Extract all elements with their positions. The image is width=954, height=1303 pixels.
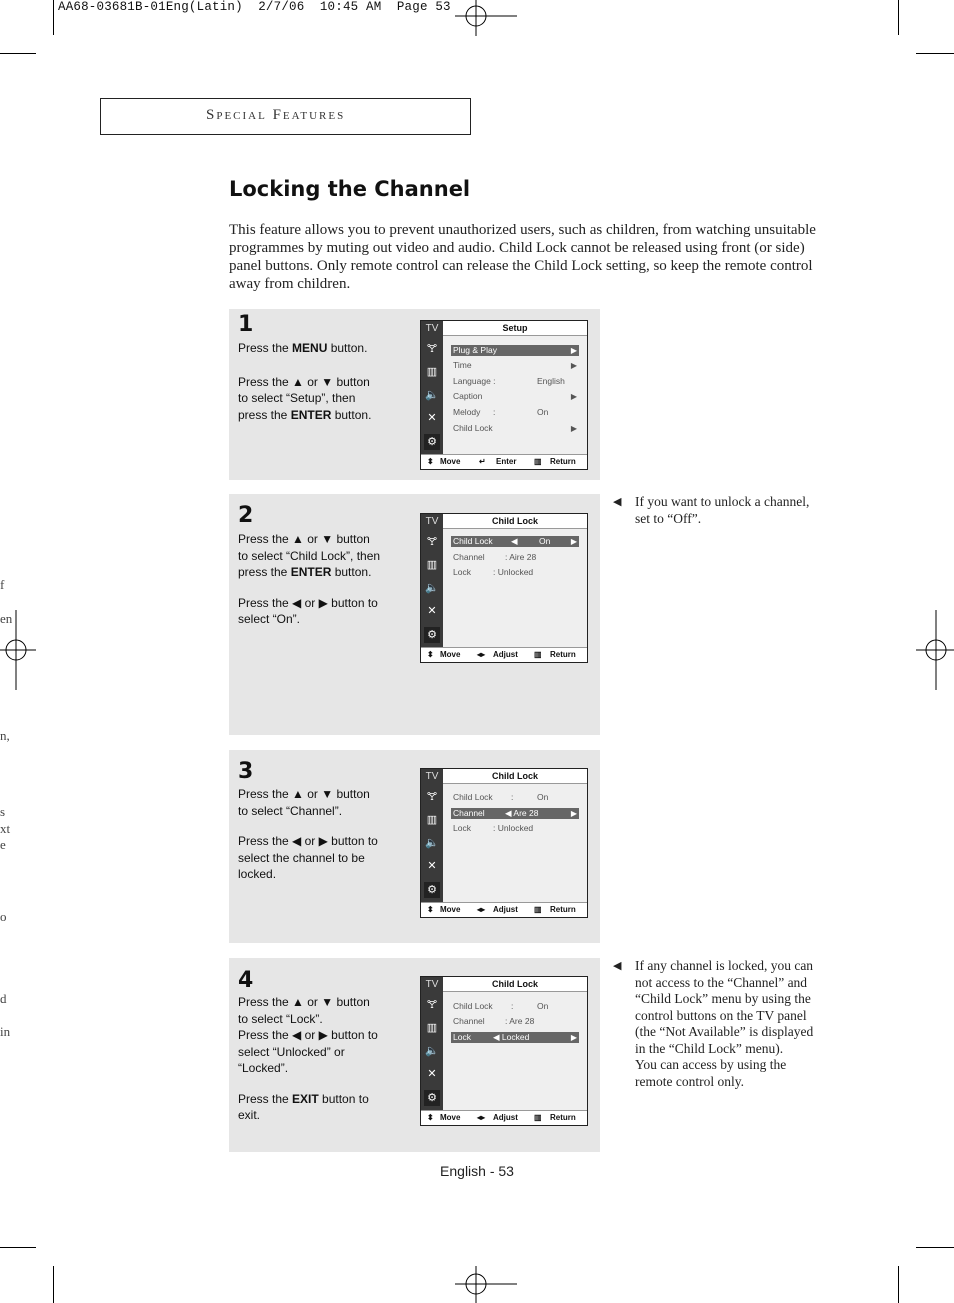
- osd-footer: ⬍ Move ◂▸ Adjust ▥ Return: [421, 647, 587, 662]
- adjust-icon: ◂▸: [477, 905, 486, 914]
- osd-row: Channel : Aire 28: [453, 552, 537, 562]
- setup-icon: ⚙: [424, 434, 440, 450]
- osd-row: Child Lock ◀ On ▶: [453, 536, 577, 546]
- enter-icon: ↵: [479, 457, 486, 466]
- osd-footer: ⬍ Move ◂▸ Adjust ▥ Return: [421, 1110, 587, 1125]
- osd-row: Plug & Play ▶: [453, 345, 577, 355]
- crop-mark: [0, 53, 36, 54]
- sound-grid-icon: ▥: [426, 1022, 438, 1034]
- sound-grid-icon: ▥: [426, 559, 438, 571]
- side-note: ◀ If you want to unlock a channel, set to “Off”.: [613, 494, 810, 526]
- right-arrow-icon: ▶: [570, 809, 577, 818]
- osd-row: Channel : Are 28: [453, 1016, 535, 1026]
- osd-row: Time ▶: [453, 360, 577, 370]
- osd-row: Child Lock : On: [453, 792, 549, 802]
- return-icon: ▥: [534, 457, 542, 466]
- osd-menu: [443, 784, 587, 903]
- osd-title: Setup: [443, 322, 587, 336]
- note-marker-icon: ◀: [613, 960, 622, 972]
- step-number: 2: [238, 503, 254, 528]
- move-icon: ⬍: [427, 457, 434, 466]
- tv-osd-screen: [420, 976, 588, 1126]
- note-marker-icon: ◀: [613, 496, 622, 508]
- crop-mark: [53, 0, 54, 35]
- print-header: AA68-03681B-01Eng(Latin) 2/7/06 10:45 AM Page 53: [58, 0, 451, 14]
- page-title: Locking the Channel: [229, 177, 471, 201]
- side-note: ◀ If any channel is locked, you can not access to the “Channel” and “Child Lock” menu by using the control buttons on the TV panel (the “Not Available” is displayed in the “Child Lock” menu). You can access by using the remote control only.: [613, 958, 814, 1089]
- bleed-fragment: en: [0, 611, 13, 626]
- osd-row: Channel ◀ Are 28 ▶: [453, 808, 577, 818]
- step-instructions: Press the ▲ or ▼ button to select “Child Lock”, then press the ENTER button. Press the ◀ or ▶ button to select “On”.: [238, 532, 381, 626]
- return-icon: ▥: [534, 905, 542, 914]
- move-icon: ⬍: [427, 1113, 434, 1122]
- crop-mark: [916, 53, 954, 54]
- tv-label: TV: [425, 323, 439, 334]
- picture-icon: 🝖: [426, 343, 438, 355]
- osd-row: Language : English: [453, 376, 565, 386]
- bleed-fragment: in: [0, 1024, 11, 1039]
- step-instructions: Press the MENU button. Press the ▲ or ▼ button to select “Setup”, then press the ENTER button.: [238, 341, 372, 422]
- osd-menu: [443, 336, 587, 455]
- bleed-fragment: d: [0, 991, 7, 1006]
- osd-sidebar: [421, 769, 443, 903]
- crop-mark: [898, 0, 899, 35]
- speaker-icon: 🔈: [425, 389, 439, 401]
- page-footer: English - 53: [440, 1163, 514, 1179]
- osd-row: Lock : Unlocked: [453, 567, 534, 577]
- osd-menu: [443, 529, 587, 648]
- bleed-fragment: s: [0, 804, 6, 819]
- move-icon: ⬍: [427, 905, 434, 914]
- bleed-fragment: f: [0, 577, 5, 592]
- setup-icon: ⚙: [424, 882, 440, 898]
- return-icon: ▥: [534, 650, 542, 659]
- step-instructions: Press the ▲ or ▼ button to select “Lock”. Press the ◀ or ▶ button to select “Unlocked” or “Locked”. Press the EXIT button to exit.: [238, 995, 378, 1122]
- crop-mark: [53, 1266, 54, 1303]
- step-number: 3: [238, 759, 254, 784]
- osd-menu: [443, 992, 587, 1111]
- crop-mark: [0, 1247, 36, 1248]
- bleed-fragment: o: [0, 909, 7, 924]
- picture-icon: 🝖: [426, 999, 438, 1011]
- step-panel-1: [229, 309, 600, 480]
- picture-icon: 🝖: [426, 536, 438, 548]
- setup-icon: ⚙: [424, 627, 440, 643]
- sound-grid-icon: ▥: [426, 814, 438, 826]
- osd-sidebar: [421, 321, 443, 455]
- registration-mark: [916, 610, 954, 690]
- right-arrow-icon: ▶: [570, 346, 577, 355]
- step-number: 1: [238, 312, 254, 337]
- osd-row: Caption ▶: [453, 391, 577, 401]
- move-icon: ⬍: [427, 650, 434, 659]
- osd-row: Child Lock : On: [453, 1001, 549, 1011]
- osd-title: Child Lock: [443, 978, 587, 992]
- bleed-fragment: xt: [0, 821, 11, 836]
- antenna-icon: ✕: [427, 1068, 437, 1080]
- right-arrow-icon: ▶: [570, 424, 577, 433]
- bleed-fragment: n,: [0, 728, 10, 743]
- speaker-icon: 🔈: [425, 837, 439, 849]
- adjust-icon: ◂▸: [477, 1113, 486, 1122]
- speaker-icon: 🔈: [425, 582, 439, 594]
- osd-footer: ⬍ Move ↵ Enter ▥ Return: [421, 454, 587, 469]
- registration-mark: [455, 1266, 517, 1303]
- crop-mark: [916, 1247, 954, 1248]
- osd-row: Lock ◀ Locked ▶: [453, 1032, 577, 1042]
- tv-osd-screen: [420, 768, 588, 918]
- step-number: 4: [238, 968, 254, 993]
- picture-icon: 🝖: [426, 791, 438, 803]
- tv-osd-screen: [420, 320, 588, 470]
- osd-row: Lock : Unlocked: [453, 823, 534, 833]
- adjust-icon: ◂▸: [477, 650, 486, 659]
- tv-label: TV: [425, 979, 439, 990]
- osd-title: Child Lock: [443, 770, 587, 784]
- right-arrow-icon: ▶: [570, 1033, 577, 1042]
- step-instructions: Press the ▲ or ▼ button to select “Channel”. Press the ◀ or ▶ button to select the channel to be locked.: [238, 787, 378, 881]
- sound-grid-icon: ▥: [426, 366, 438, 378]
- antenna-icon: ✕: [427, 605, 437, 617]
- section-label: Special Features: [206, 107, 346, 123]
- setup-icon: ⚙: [424, 1090, 440, 1106]
- osd-title: Child Lock: [443, 515, 587, 529]
- antenna-icon: ✕: [427, 412, 437, 424]
- osd-row: Child Lock ▶: [453, 423, 577, 433]
- osd-sidebar: [421, 514, 443, 648]
- registration-mark: [455, 0, 517, 36]
- crop-mark: [898, 1266, 899, 1303]
- tv-osd-screen: [420, 513, 588, 663]
- right-arrow-icon: ▶: [570, 361, 577, 370]
- bleed-fragment: e: [0, 837, 6, 852]
- antenna-icon: ✕: [427, 860, 437, 872]
- right-arrow-icon: ▶: [570, 537, 577, 546]
- right-arrow-icon: ▶: [570, 392, 577, 401]
- osd-sidebar: [421, 977, 443, 1111]
- intro-paragraph: This feature allows you to prevent unauthorized users, such as children, from watching unsuitable programmes by muting out video and audio. Child Lock cannot be released using front (or side) panel buttons. Only remote control can release the Child Lock setting, so keep the remote control away from children.: [229, 222, 816, 292]
- step-panel-4: [229, 958, 600, 1152]
- tv-label: TV: [425, 771, 439, 782]
- tv-label: TV: [425, 516, 439, 527]
- step-panel-3: [229, 750, 600, 943]
- osd-row: Melody : On: [453, 407, 549, 417]
- speaker-icon: 🔈: [425, 1045, 439, 1057]
- osd-footer: ⬍ Move ◂▸ Adjust ▥ Return: [421, 902, 587, 917]
- step-panel-2: [229, 494, 600, 735]
- return-icon: ▥: [534, 1113, 542, 1122]
